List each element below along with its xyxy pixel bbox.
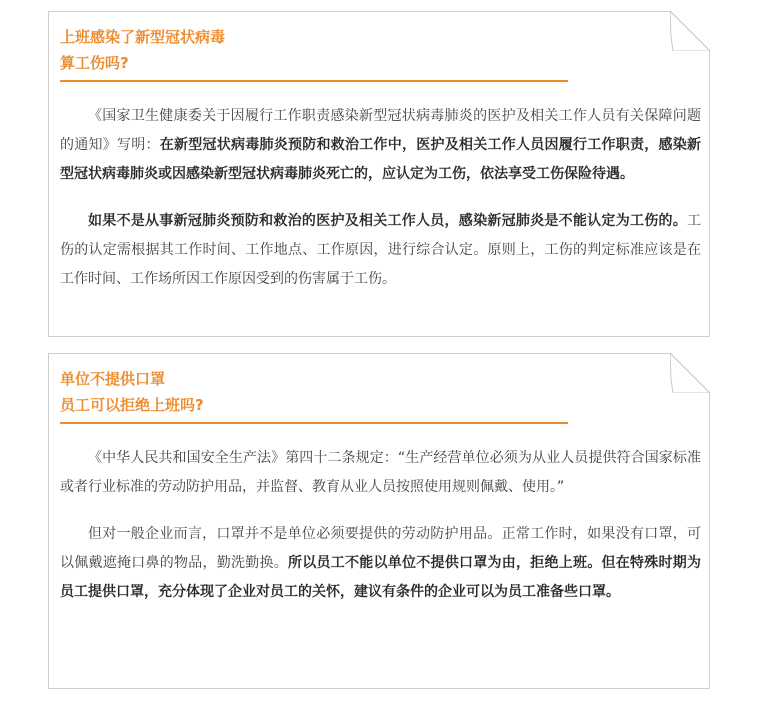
section-title-line1: 单位不提供口罩 [60, 370, 166, 388]
section-title-line1: 上班感染了新型冠状病毒 [60, 28, 226, 46]
paragraph-law-quote [60, 444, 701, 502]
section-body [60, 444, 701, 607]
paragraph-emphasis: 如果不是从事新冠肺炎预防和救治的医护及相关工作人员，感染新冠肺炎是不能认定为工伤的。 [88, 213, 687, 229]
section-title-line2: 员工可以拒绝上班吗? [60, 396, 204, 414]
title-underline [60, 80, 568, 82]
paragraph-text: 《国家卫生健康委关于因履行工作职责感染新型冠状病毒肺炎的医护及相关工作人员有关保障问题的通知》写明： [60, 108, 701, 153]
paragraph-text: 《中华人民共和国安全生产法》第四十二条规定：“生产经营单位必须为从业人员提供符合国家标准或者行业标准的劳动防护用品，并监督、教育从业人员按照使用规则佩戴、使用。” [60, 450, 701, 495]
title-underline [60, 422, 568, 424]
paragraph-emphasis: 所以员工不能以单位不提供口罩为由，拒绝上班。但在特殊时期为员工提供口罩，充分体现了企业对员工的关怀，建议有条件的企业可以为员工准备些口罩。 [60, 555, 701, 600]
paragraph-conclusion [60, 520, 701, 607]
section-body [60, 102, 701, 294]
section-title [60, 366, 204, 418]
qa-card-work-injury [48, 11, 710, 337]
paragraph-emphasis: 在新型冠状病毒肺炎预防和救治工作中，医护及相关工作人员因履行工作职责，感染新型冠状病毒肺炎或因感染新型冠状病毒肺炎死亡的，应认定为工伤，依法享受工伤保险待遇。 [60, 137, 701, 182]
paragraph-text: 工伤的认定需根据其工作时间、工作地点、工作原因，进行综合认定。原则上，工伤的判定标准应该是在工作时间、工作场所因工作原因受到的伤害属于工伤。 [60, 213, 701, 287]
paragraph-notice [60, 102, 701, 189]
section-title [60, 24, 225, 76]
page-corner-fold-icon [670, 11, 710, 51]
paragraph-text: 但对一般企业而言，口罩并不是单位必须要提供的劳动防护用品。正常工作时，如果没有口罩，可以佩戴遮掩口鼻的物品，勤洗勤换。 [60, 526, 701, 571]
page-corner-fold-icon [670, 353, 710, 393]
paragraph-other-staff [60, 207, 701, 294]
qa-card-masks [48, 353, 710, 689]
section-title-line2: 算工伤吗? [60, 54, 129, 72]
